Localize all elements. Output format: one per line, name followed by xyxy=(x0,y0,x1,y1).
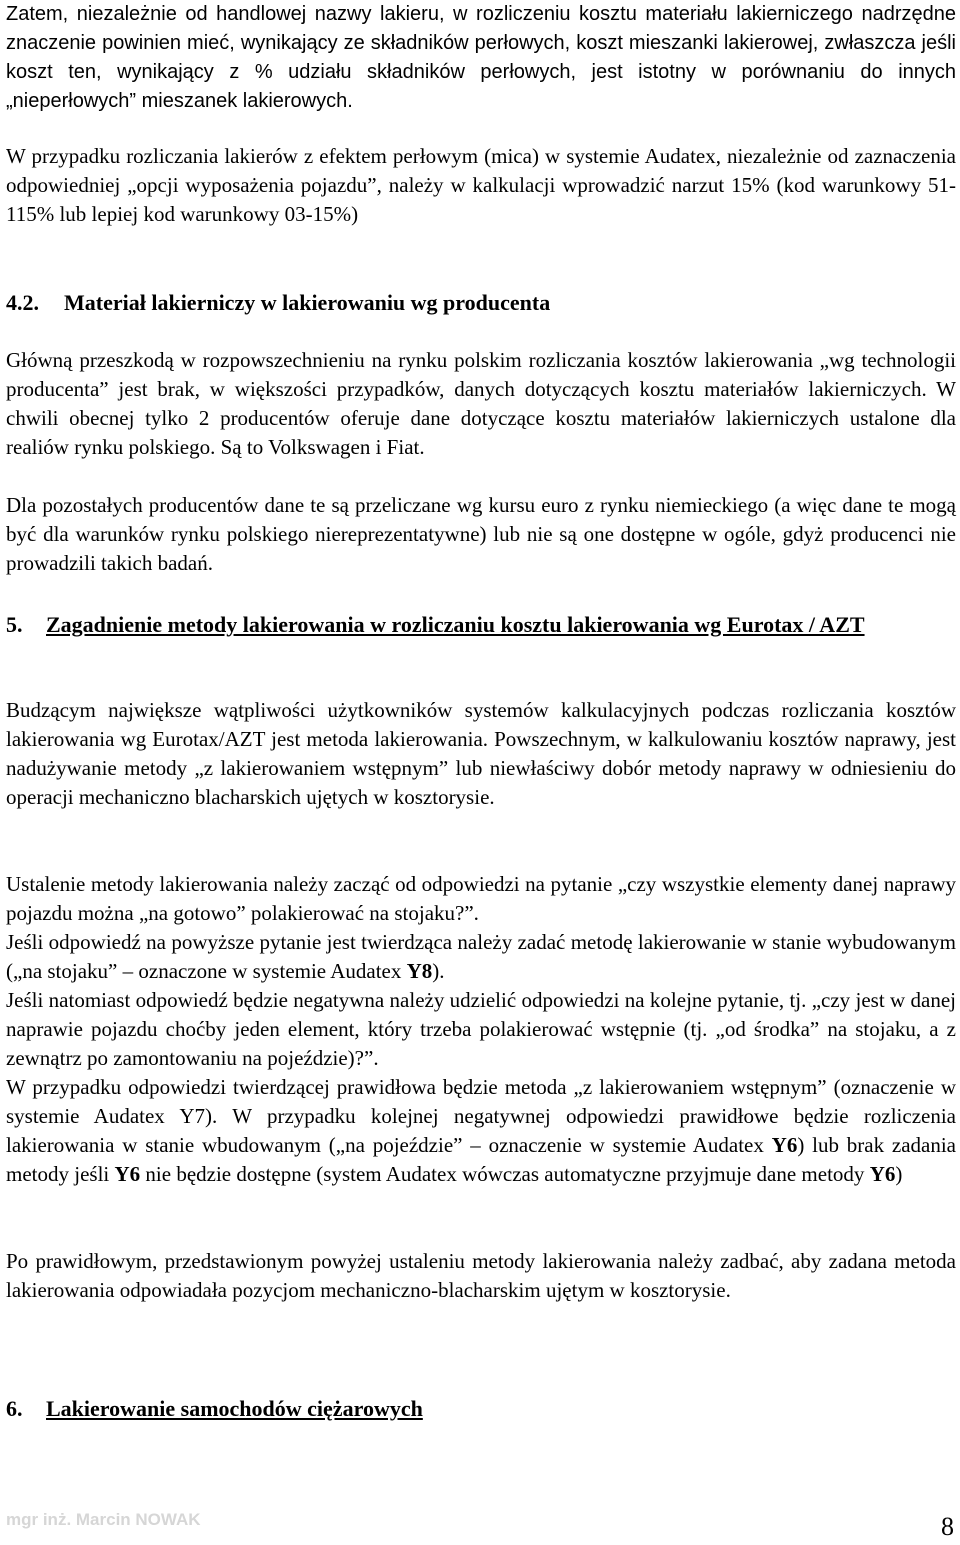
paragraph-text: nie będzie dostępne (system Audatex wówczas automatyczne przyjmuje dane metody xyxy=(140,1162,870,1186)
section-title: Lakierowanie samochodów ciężarowych xyxy=(46,1396,423,1421)
section-6-heading xyxy=(6,1394,956,1423)
paragraph-text: Jeśli odpowiedź na powyższe pytanie jest twierdząca należy zadać metodę lakierowanie w stanie wybudowanym („na stojaku” – oznaczone w systemie Audatex xyxy=(6,930,956,983)
section-5-paragraph-5 xyxy=(6,1073,956,1189)
method-code-y6: Y6 xyxy=(114,1162,141,1186)
section-5-paragraph-1: Budzącym największe wątpliwości użytkowników systemów kalkulacyjnych podczas rozliczania kosztów lakierowania wg Eurotax/AZT jest metoda lakierowania. Powszechnym, w kalkulowaniu kosztów naprawy, jest nadużywanie metody „z lakierowaniem wstępnym” lub niewłaściwy dobór metody naprawy w odniesieniu do operacji mechaniczno blacharskich ujętych w kosztorysie. xyxy=(6,698,956,809)
method-code-y6: Y6 xyxy=(771,1133,798,1157)
intro-paragraph-2: W przypadku rozliczania lakierów z efektem perłowym (mica) w systemie Audatex, niezależnie od zaznaczenia odpowiedniej „opcji wyposażenia pojazdu”, należy w kalkulacji wprowadzić narzut 15% (kod warunkowy 51-115% lub lepiej kod warunkowy 03-15%) xyxy=(6,144,956,226)
section-4-2-heading xyxy=(6,288,956,317)
section-title: Zagadnienie metody lakierowania w rozliczaniu kosztu lakierowania wg Eurotax / AZT xyxy=(46,612,865,637)
section-4-2-paragraph-1: Główną przeszkodą w rozpowszechnieniu na rynku polskim rozliczania kosztów lakierowania „wg technologii producenta” jest brak, w większości przypadków, danych dotyczących kosztu materiałów lakierniczych. W chwili obecnej tylko 2 producentów oferuje dane dotyczące kosztu materiałów lakierniczych ustalone dla realiów rynku polskiego. Są to Volkswagen i Fiat. xyxy=(6,348,956,459)
intro-paragraph-1: Zatem, niezależnie od handlowej nazwy lakieru, w rozliczeniu kosztu materiału lakierniczego nadrzędne znaczenie powinien mieć, wynikający ze składników perłowych, koszt mieszanki lakierowej, zwłaszcza jeśli koszt ten, wynikający z % udziału składników perłowych, jest istotny w porównaniu do innych „nieperłowych” mieszanek lakierowych. xyxy=(6,3,956,112)
section-title: Materiał lakierniczy w lakierowaniu wg producenta xyxy=(64,290,551,315)
section-5-heading xyxy=(6,610,956,639)
footer-author: mgr inż. Marcin NOWAK xyxy=(6,1510,201,1529)
section-number: 6. xyxy=(6,1396,23,1421)
paragraph-text: ) xyxy=(895,1162,903,1186)
section-number: 5. xyxy=(6,612,23,637)
page-number: 8 xyxy=(941,1512,954,1541)
section-5-paragraph-3 xyxy=(6,928,956,986)
method-code-y6: Y6 xyxy=(869,1162,896,1186)
section-5-paragraph-4: Jeśli natomiast odpowiedź będzie negatywna należy udzielić odpowiedzi na kolejne pytanie, tj. „czy jest w danej naprawie pojazdu choćby jeden element, który trzeba polakierować wstępnie (tj. „od środka” na stojaku, a z zewnątrz po zamontowaniu na pojeździe)?”. xyxy=(6,988,956,1070)
section-4-2-paragraph-2: Dla pozostałych producentów dane te są przeliczane wg kursu euro z rynku niemieckiego (a więc dane te mogą być dla warunków rynku polskiego niereprezentatywne) lub nie są one dostępne w ogóle, gdyż producenci nie prowadzili takich badań. xyxy=(6,493,956,575)
paragraph-text: ). xyxy=(432,959,445,983)
section-5-paragraph-2: Ustalenie metody lakierowania należy zacząć od odpowiedzi na pytanie „czy wszystkie elementy danej naprawy pojazdu można „na gotowo” polakierować na stojaku?”. xyxy=(6,872,956,925)
paragraph-text: ) lub brak zadania metody jeśli xyxy=(6,1133,956,1186)
section-5-paragraph-6: Po prawidłowym, przedstawionym powyżej ustaleniu metody lakierowania należy zadbać, aby zadana metoda lakierowania odpowiadała pozycjom mechaniczno-blacharskim ujętym w kosztorysie. xyxy=(6,1249,956,1302)
method-code-y8: Y8 xyxy=(406,959,433,983)
section-number: 4.2. xyxy=(6,290,39,315)
paragraph-text: W przypadku odpowiedzi twierdzącej prawidłowa będzie metoda „z lakierowaniem wstępnym” (oznaczenie w systemie Audatex Y7). W przypadku kolejnej negatywnej odpowiedzi prawidłowe będzie rozliczenia lakierowania w stanie wbudowanym („na pojeździe” – oznaczenie w systemie Audatex xyxy=(6,1075,956,1157)
